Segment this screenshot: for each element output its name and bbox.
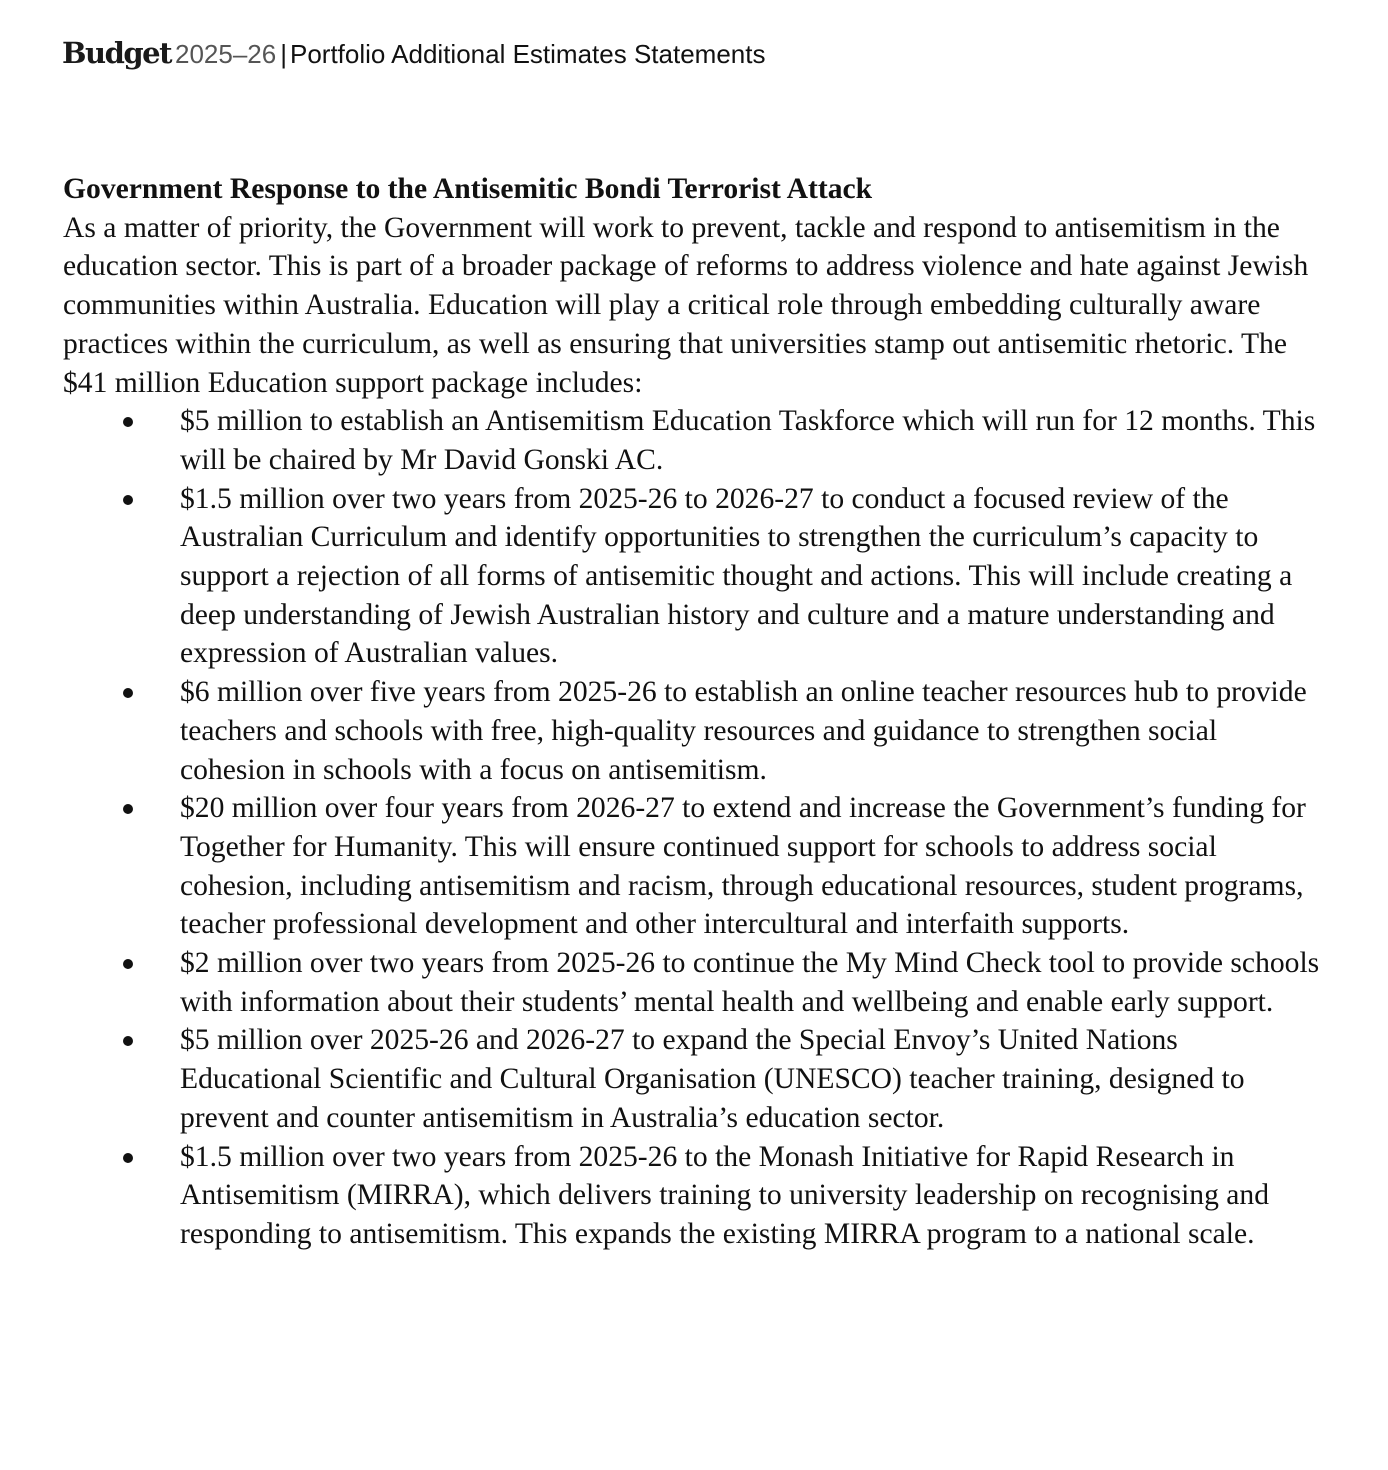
list-item	[63, 673, 1323, 789]
list-item-text: $5 million to establish an Antisemitism Education Taskforce which will run for 12 months. This will be chaired by Mr David Gonski AC.	[180, 405, 1316, 476]
list-item-text: $1.5 million over two years from 2025-26 to the Monash Initiative for Rapid Research in Antisemitism (MIRRA), which delivers training to university leadership on recognising and responding to antisemitism. This expands the existing MIRRA program to a national scale.	[180, 1140, 1270, 1250]
intro-paragraph: As a matter of priority, the Government will work to prevent, tackle and respond to antisemitism in the education sector. This is part of a broader package of reforms to address violence and hate against Jewish communities within Australia. Education will play a critical role through embedding culturally aware practices within the curriculum, as well as ensuring that universities stamp out antisemitic rhetoric. The $41 million Education support package includes:	[63, 211, 1309, 399]
list-item	[63, 480, 1323, 674]
bullet-icon	[123, 1153, 133, 1163]
list-item	[63, 402, 1323, 479]
header-separator: |	[280, 39, 287, 69]
page-header	[62, 36, 765, 70]
bullet-icon	[123, 688, 133, 698]
section-heading: Government Response to the Antisemitic Bondi Terrorist Attack	[63, 173, 873, 205]
bullet-icon	[123, 959, 133, 969]
budget-brand: Budget	[62, 36, 171, 70]
list-item	[63, 1021, 1323, 1137]
section-content	[63, 170, 1323, 1254]
bullet-icon	[123, 495, 133, 505]
budget-year: 2025–26	[175, 39, 277, 69]
bullet-icon	[123, 1036, 133, 1046]
list-item	[63, 944, 1323, 1021]
list-item-text: $6 million over five years from 2025-26 to establish an online teacher resources hub to provide teachers and schools with free, high-quality resources and guidance to strengthen social cohesion in schools with a focus on antisemitism.	[180, 676, 1307, 786]
bullet-icon	[123, 417, 133, 427]
list-item	[63, 789, 1323, 944]
bullet-icon	[123, 804, 133, 814]
list-item	[63, 1138, 1323, 1254]
list-item-text: $2 million over two years from 2025-26 to continue the My Mind Check tool to provide schools with information about their students’ mental health and wellbeing and enable early support.	[180, 947, 1320, 1018]
funding-list	[63, 402, 1323, 1253]
list-item-text: $5 million over 2025-26 and 2026-27 to expand the Special Envoy’s United Nations Educational Scientific and Cultural Organisation (UNESCO) teacher training, designed to prevent and counter antisemitism in Australia’s education sector.	[180, 1024, 1245, 1134]
list-item-text: $20 million over four years from 2026-27 to extend and increase the Government’s funding for Together for Humanity. This will ensure continued support for schools to address social cohesion, including antisemitism and racism, through educational resources, student programs, teacher professional development and other intercultural and interfaith supports.	[180, 792, 1306, 941]
list-item-text: $1.5 million over two years from 2025-26 to 2026-27 to conduct a focused review of the Australian Curriculum and identify opportunities to strengthen the curriculum’s capacity to support a rejection of all forms of antisemitic thought and actions. This will include creating a deep understanding of Jewish Australian history and culture and a mature understanding and expression of Australian values.	[180, 482, 1293, 670]
document-subtitle: Portfolio Additional Estimates Statements	[290, 39, 766, 69]
